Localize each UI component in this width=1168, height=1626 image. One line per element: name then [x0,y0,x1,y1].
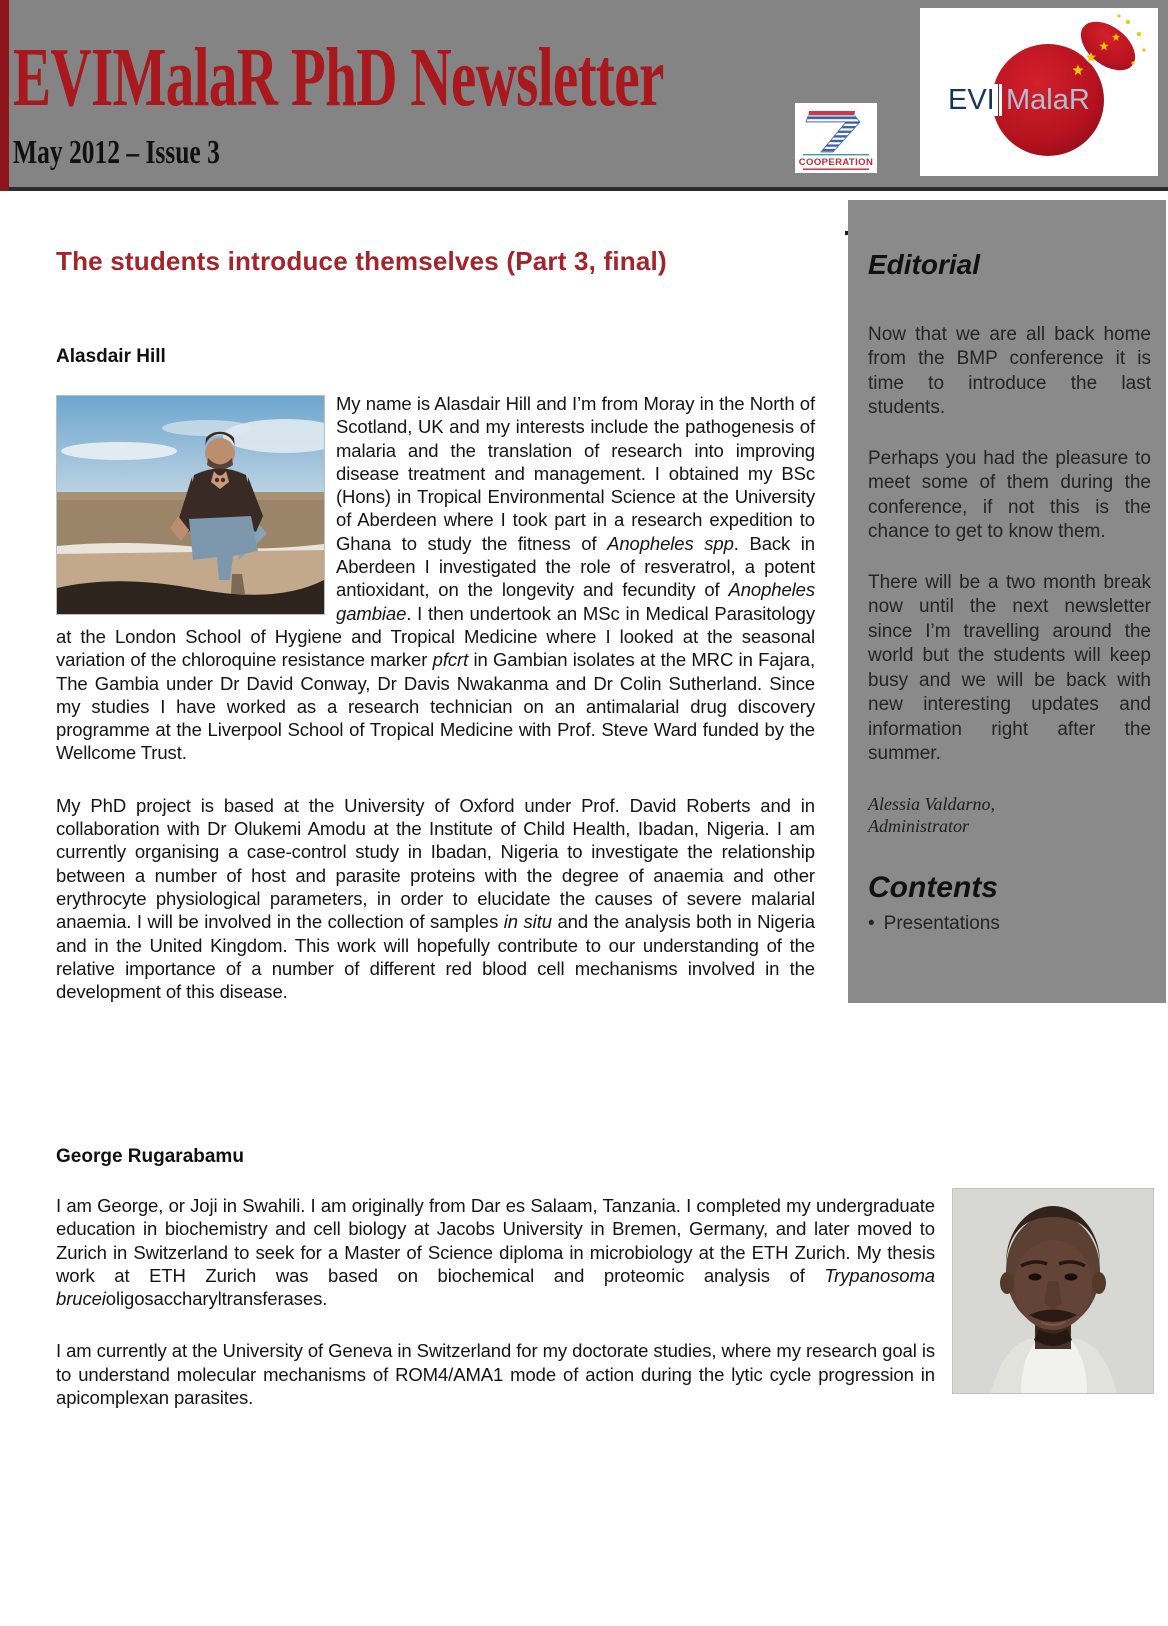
editorial-paragraph: Perhaps you had the pleasure to meet some of them during the conference, if not this is the chance to get to know them. [868,447,1151,543]
fp7-seven-icon [795,103,877,173]
editorial-sidebar [848,200,1166,1003]
evimalar-logo-graphic [920,8,1158,176]
alasdair-paragraph-1 [56,392,815,765]
newsletter-title: EVIMalaR PhD Newsletter [13,31,664,124]
alasdair-paragraph-2: My PhD project is based at the University of Oxford under Prof. David Roberts and in collaboration with Dr Olukemi Amodu at the Institute of Child Health, Ibadan, Nigeria. I am currently organising a case-control study in Ibadan, Nigeria to investigate the relationship between a number of host and parasite proteins with the degree of anaemia and other erythrocyte physiological parameters, in order to elucidate the causes of severe malarial anaemia. I will be involved in the collection of samples in situ and the analysis both in Nigeria and in the United Kingdom. This work will hopefully contribute to our understanding of the relative importance of a number of different red blood cell mechanisms involved in the development of this disease. [56,794,815,1003]
george-paragraph-2: I am currently at the University of Geneva in Switzerland for my doctorate studies, where my research goal is to understand molecular mechanisms of ROM4/AMA1 mode of action during the lytic cycle progression in apicomplexan parasites. [56,1340,935,1409]
bullet-icon: • [868,912,875,934]
masthead-red-band [0,0,9,191]
evi-logo-text: EVI [948,84,995,116]
article-heading: The students introduce themselves (Part 3, final) [56,246,667,276]
evimalar-logo [920,8,1158,176]
editorial-signature [868,793,1151,837]
student-name-alasdair: Alasdair Hill [56,346,166,367]
student-name-george: George Rugarabamu [56,1146,244,1167]
editorial-heading: Editorial [868,249,981,280]
beach-photo-illustration [57,396,324,614]
alasdair-beach-photo [56,395,325,615]
section-alasdair-hill [56,346,815,1003]
issue-date-line: May 2012 – Issue 3 [13,134,220,171]
george-portrait-photo [952,1188,1154,1394]
george-portrait-illustration [953,1189,1153,1393]
george-paragraph-1: I am George, or Joji in Swahili. I am originally from Dar es Salaam, Tanzania. I completed my undergraduate education in biochemistry and cell biology at Jacobs University in Bremen, Germany, and later moved to Zurich in Switzerland to seek for a Master of Science diploma in microbiology at the ETH Zurich. My thesis work at ETH Zurich was based on biochemical and proteomic analysis of Trypanosoma bruceioligosaccharyltransferases. [56,1195,935,1310]
alasdair-paragraph-1-text: My name is Alasdair Hill and I’m from Moray in the North of Scotland, UK and my interests include the pathogenesis of malaria and the translation of research into improving disease treatment and management. I obtained my BSc (Hons) in Tropical Environmental Science at the University of Aberdeen where I took part in a research expedition to Ghana to study the fitness of Anopheles spp. Back in Aberdeen I investigated the role of resveratrol, a potent antioxidant, on the longevity and fecundity of Anopheles gambiae. I then undertook an MSc in Medical Parasitology at the London School of Hygiene and Tropical Medicine where I looked at the seasonal variation of the chloroquine resistance marker pfcrt in Gambian isolates at the MRC in Fajara, The Gambia under Dr David Conway, Dr Davis Nwakanma and Dr Colin Sutherland. Since my studies I have worked as a research technician on an antimalarial drug discovery programme at the Liverpool School of Tropical Medicine with Prof. Steve Ward funded by the Wellcome Trust. [56,393,815,764]
malar-logo-text: MalaR [1006,84,1090,116]
contents-heading: Contents [868,870,998,904]
fp7-caption: COOPERATION [798,157,874,168]
section-george-rugarabamu [56,1146,935,1409]
signature-name: Alessia Valdarno, [868,793,996,814]
contents-item-presentations: Presentations [883,912,1000,934]
contents-list [868,912,1151,936]
editorial-paragraph: Now that we are all back home from the BMP conference it is time to introduce the last students. [868,323,1151,419]
signature-role: Administrator [868,815,970,836]
fp7-cooperation-logo [795,103,877,173]
editorial-paragraph: There will be a two month break now until the next newsletter since I’m travelling around the world but the students will keep busy and we will be back with new interesting updates and information right after the summer. [868,571,1151,765]
